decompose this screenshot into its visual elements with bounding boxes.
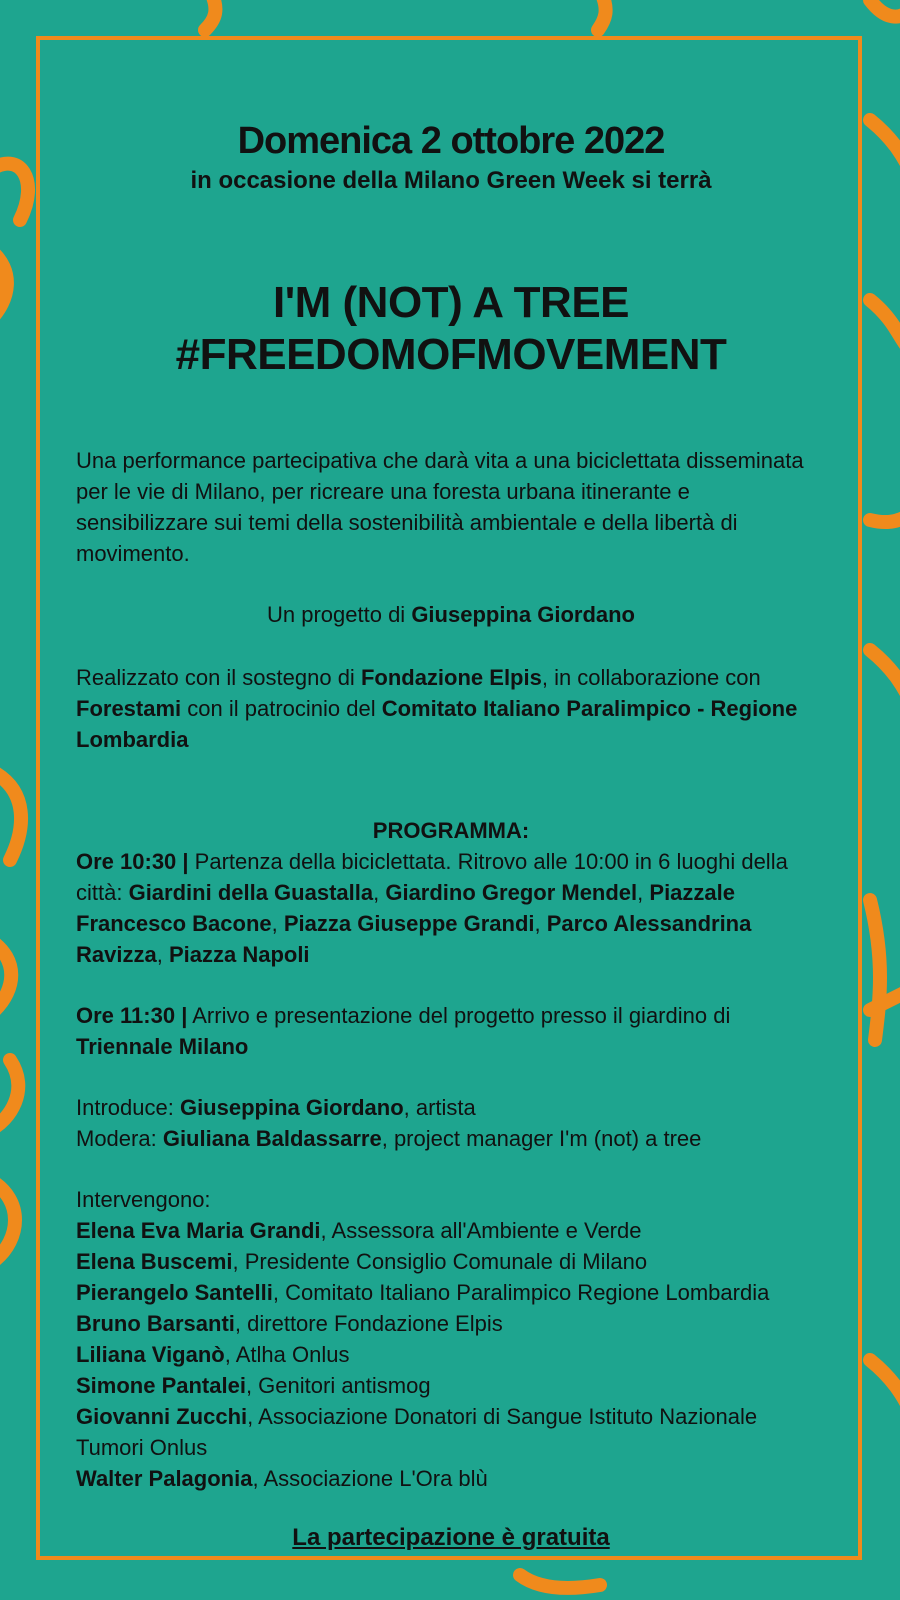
content [76, 80, 826, 1552]
programma-item-1: Ore 10:30 | Partenza della biciclettata. Ritrovo alle 10:00 in 6 luoghi della città: Giardini della Guastalla, Giardino Gregor Mendel, Piazzale Francesco Bacone, Piazza Giuseppe Grandi, Parco Alessandrina Ravizza, Piazza Napoli [76, 849, 788, 967]
free-participation-note: La partecipazione è gratuita [292, 1524, 610, 1551]
speaker-item: Elena Eva Maria Grandi, Assessora all'Ambiente e Verde [76, 1218, 642, 1243]
event-description: Una performance partecipativa che darà vita a una biciclettata disseminata per le vie di Milano, per ricreare una foresta urbana itinerante e sensibilizzare sui temi della sostenibilità ambientale e della libertà di movimento. [76, 448, 804, 566]
speaker-item: Elena Buscemi, Presidente Consiglio Comunale di Milano [76, 1249, 648, 1274]
support-credits: Realizzato con il sostegno di Fondazione Elpis, in collaborazione con Forestami con il patrocinio del Comitato Italiano Paralimpico - Regione Lombardia [76, 665, 798, 752]
speaker-item: Simone Pantalei, Genitori antismog [76, 1373, 431, 1398]
event-title [76, 277, 826, 381]
speaker-item: Giovanni Zucchi, Associazione Donatori di Sangue Istituto Nazionale Tumori Onlus [76, 1404, 758, 1460]
speaker-item: Liliana Viganò, Atlha Onlus [76, 1342, 350, 1367]
speaker-item: Pierangelo Santelli, Comitato Italiano Paralimpico Regione Lombardia [76, 1280, 770, 1305]
hosts [76, 1092, 826, 1154]
speakers [76, 1184, 826, 1494]
content-frame [36, 36, 862, 1560]
introduce-line: Introduce: Giuseppina Giordano, artista [76, 1095, 476, 1120]
title-line-2: #FREEDOMOFMOVEMENT [175, 330, 727, 379]
speakers-label: Intervengono: [76, 1187, 211, 1212]
event-date: Domenica 2 ottobre 2022 [237, 120, 665, 162]
programma-heading: PROGRAMMA: [372, 818, 530, 843]
title-line-1: I'M (NOT) A TREE [272, 278, 630, 327]
speaker-item: Walter Palagonia, Associazione L'Ora blù [76, 1466, 488, 1491]
programma-item-2: Ore 11:30 | Arrivo e presentazione del progetto presso il giardino di Triennale Milano [76, 1003, 731, 1059]
project-credit: Un progetto di Giuseppina Giordano [267, 602, 635, 627]
event-subtitle: in occasione della Milano Green Week si terrà [190, 167, 712, 194]
modera-line: Modera: Giuliana Baldassarre, project manager I'm (not) a tree [76, 1126, 702, 1151]
speaker-item: Bruno Barsanti, direttore Fondazione Elpis [76, 1311, 503, 1336]
artist-name: Giuseppina Giordano [411, 602, 635, 627]
